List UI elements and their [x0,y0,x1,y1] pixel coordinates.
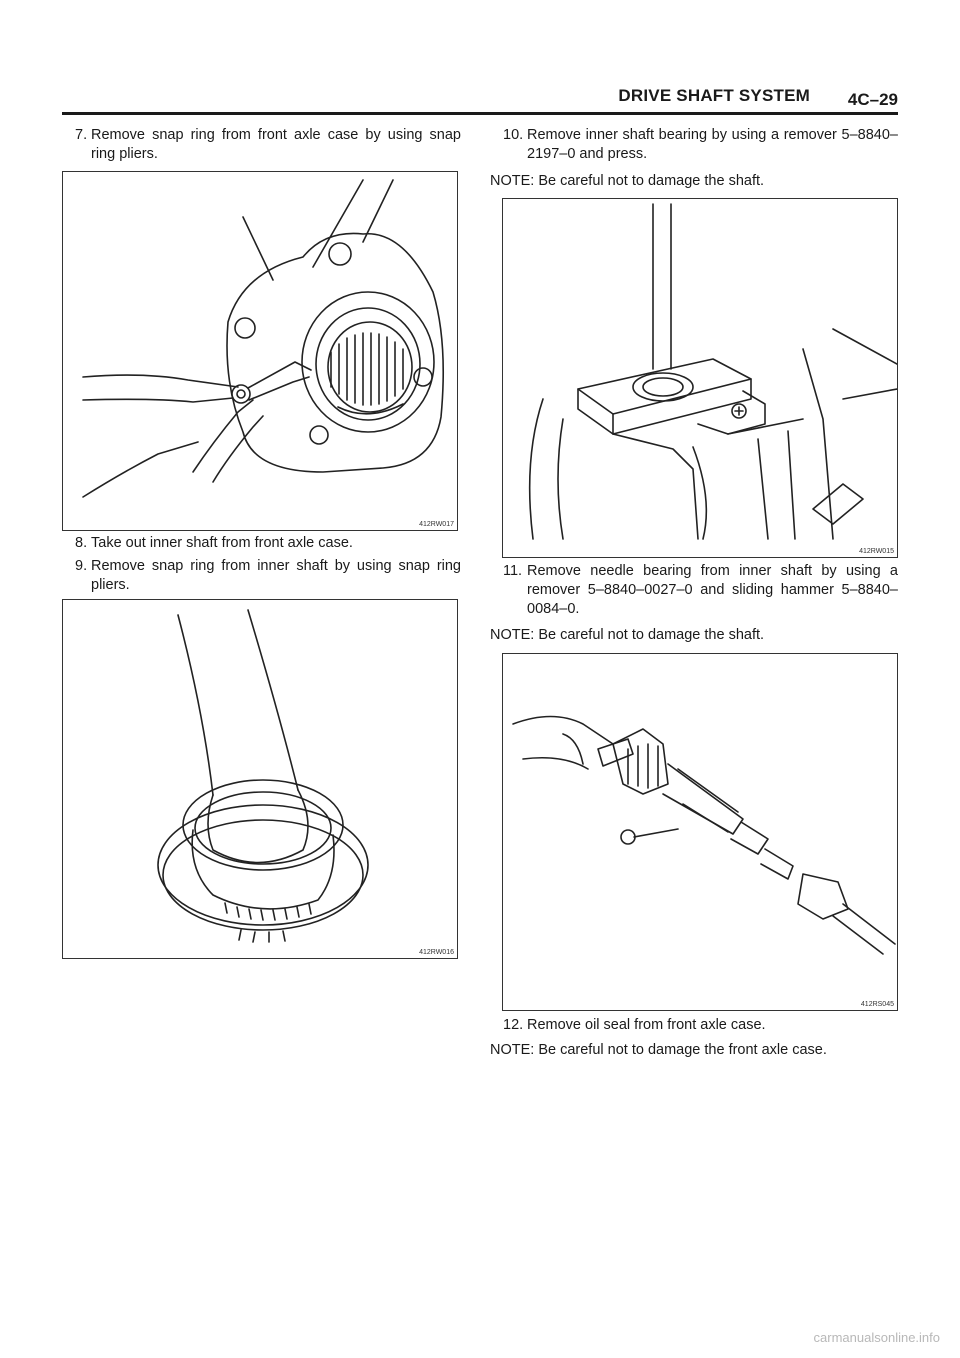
step-11 [503,562,898,619]
page-number: 4C–29 [847,90,898,109]
step-number: 9. [75,558,88,574]
step-number: 11. [503,563,523,579]
figure-code: 412RW017 [419,521,454,528]
step-text: Remove inner shaft bearing by using a remover 5–8840–2197–0 and press. [527,127,898,162]
step-text: Take out inner shaft from front axle case. [91,535,353,551]
inner-shaft-illustration [63,600,457,958]
figure-code: 412RW016 [419,949,454,956]
figure-needle-bearing [502,653,898,1011]
note-axle-case: NOTE: Be careful not to damage the front axle case. [490,1042,827,1058]
step-text: Remove snap ring from inner shaft by using snap ring pliers. [91,558,461,593]
step-number: 10. [503,127,524,143]
step-number: 12. [503,1017,524,1033]
note-shaft-1: NOTE: Be careful not to damage the shaft. [490,173,765,189]
header-rule [62,112,898,115]
figure-code: 412RS045 [860,1001,894,1008]
watermark: carmanualsonline.info [813,1330,940,1345]
figure-code: 412RW015 [859,548,894,555]
step-number: 7. [75,127,88,143]
step-12 [503,1016,898,1035]
note-shaft-2: NOTE: Be careful not to damage the shaft. [490,627,765,643]
step-text: Remove oil seal from front axle case. [527,1017,766,1033]
step-10 [503,126,898,164]
section-title: DRIVE SHAFT SYSTEM [618,86,810,105]
sliding-hammer-illustration [503,654,897,1010]
figure-snap-ring-inner-shaft [62,599,458,959]
step-9 [75,557,461,595]
step-text: Remove needle bearing from inner shaft by using a remover 5–8840–0027–0 and sliding hammer 5–8840–0084–0. [527,563,898,617]
step-text: Remove snap ring from front axle case by using snap ring pliers. [91,127,461,162]
snap-ring-pliers-illustration [63,172,457,530]
bearing-remover-press-illustration [503,199,897,557]
figure-snap-ring-axle-case [62,171,458,531]
figure-inner-shaft-bearing [502,198,898,558]
step-8 [75,534,461,553]
step-number: 8. [75,535,88,551]
step-7 [75,126,461,164]
